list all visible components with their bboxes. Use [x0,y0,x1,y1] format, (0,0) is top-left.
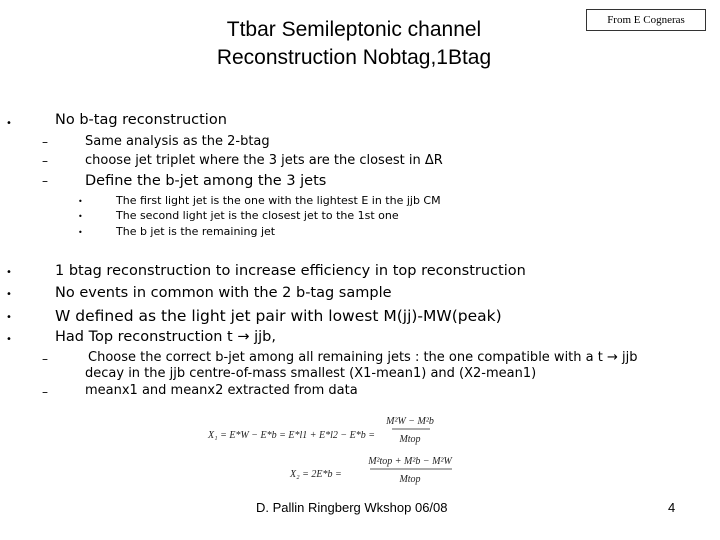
equation-x2-denominator: Mtop [399,474,421,485]
bullet-marker: • [6,118,12,129]
btag-sub-item: meanx1 and meanx2 extracted from data [85,383,358,398]
btag-line: W defined as the light jet pair with lowest M(jj)-MW(peak) [55,307,502,325]
btag-line: 1 btag reconstruction to increase efficiency in top reconstruction [55,263,526,279]
footer-text: D. Pallin Ringberg Wkshop 06/08 [256,500,448,515]
nobtag-subsub-item: The b jet is the remaining jet [116,225,276,238]
nobtag-subsub-item: The second light jet is the closest jet to the 1st one [116,209,399,222]
bullet-marker: • [6,289,12,300]
source-note-box: From E Cogneras [586,9,706,31]
page-number: 4 [668,500,676,515]
btag-line: Had Top reconstruction t → jjb, [55,329,276,345]
equation-image [202,410,472,486]
dash-marker: – [42,352,48,366]
equation-x1-denominator: Mtop [399,434,421,445]
bullet-marker: • [6,334,12,345]
nobtag-sub-item: Define the b-jet among the 3 jets [85,173,327,189]
nobtag-sub-item: Same analysis as the 2-btag [85,134,270,149]
bullet-marker: • [78,228,83,237]
slide-title-line1: Ttbar Semileptonic channel [226,18,482,41]
btag-sub-item: Choose the correct b-jet among all remaining jets : the one compatible with a t → jjb [88,350,638,365]
equation-x1-numerator: M²W − M²b [386,416,434,427]
btag-line: No events in common with the 2 b-tag sample [55,285,392,301]
bullet-marker: • [6,312,12,323]
dash-marker: – [42,385,48,399]
bullet-marker: • [6,267,12,278]
dash-marker: – [42,154,48,168]
slide-title-line2: Reconstruction Nobtag,1Btag [216,46,492,69]
equation-x2-numerator: M²top + M²b − M²W [368,456,452,467]
dash-marker: – [42,174,48,188]
bullet-marker: • [78,212,83,221]
bullet-marker: • [78,197,83,206]
nobtag-sub-item: choose jet triplet where the 3 jets are the closest in ΔR [85,153,443,168]
dash-marker: – [42,135,48,149]
equation-x1-lhs: X₁ = E*W − E*b = E*l1 + E*l2 − E*b = [208,430,376,441]
nobtag-heading: No b-tag reconstruction [55,112,227,128]
equation-x2-lhs: X₂ = 2E*b = [290,469,342,480]
btag-sub-item-continuation: decay in the jjb centre-of-mass smallest (X1-mean1) and (X2-mean1) [85,366,537,381]
nobtag-subsub-item: The first light jet is the one with the lightest E in the jjb CM [116,194,441,207]
